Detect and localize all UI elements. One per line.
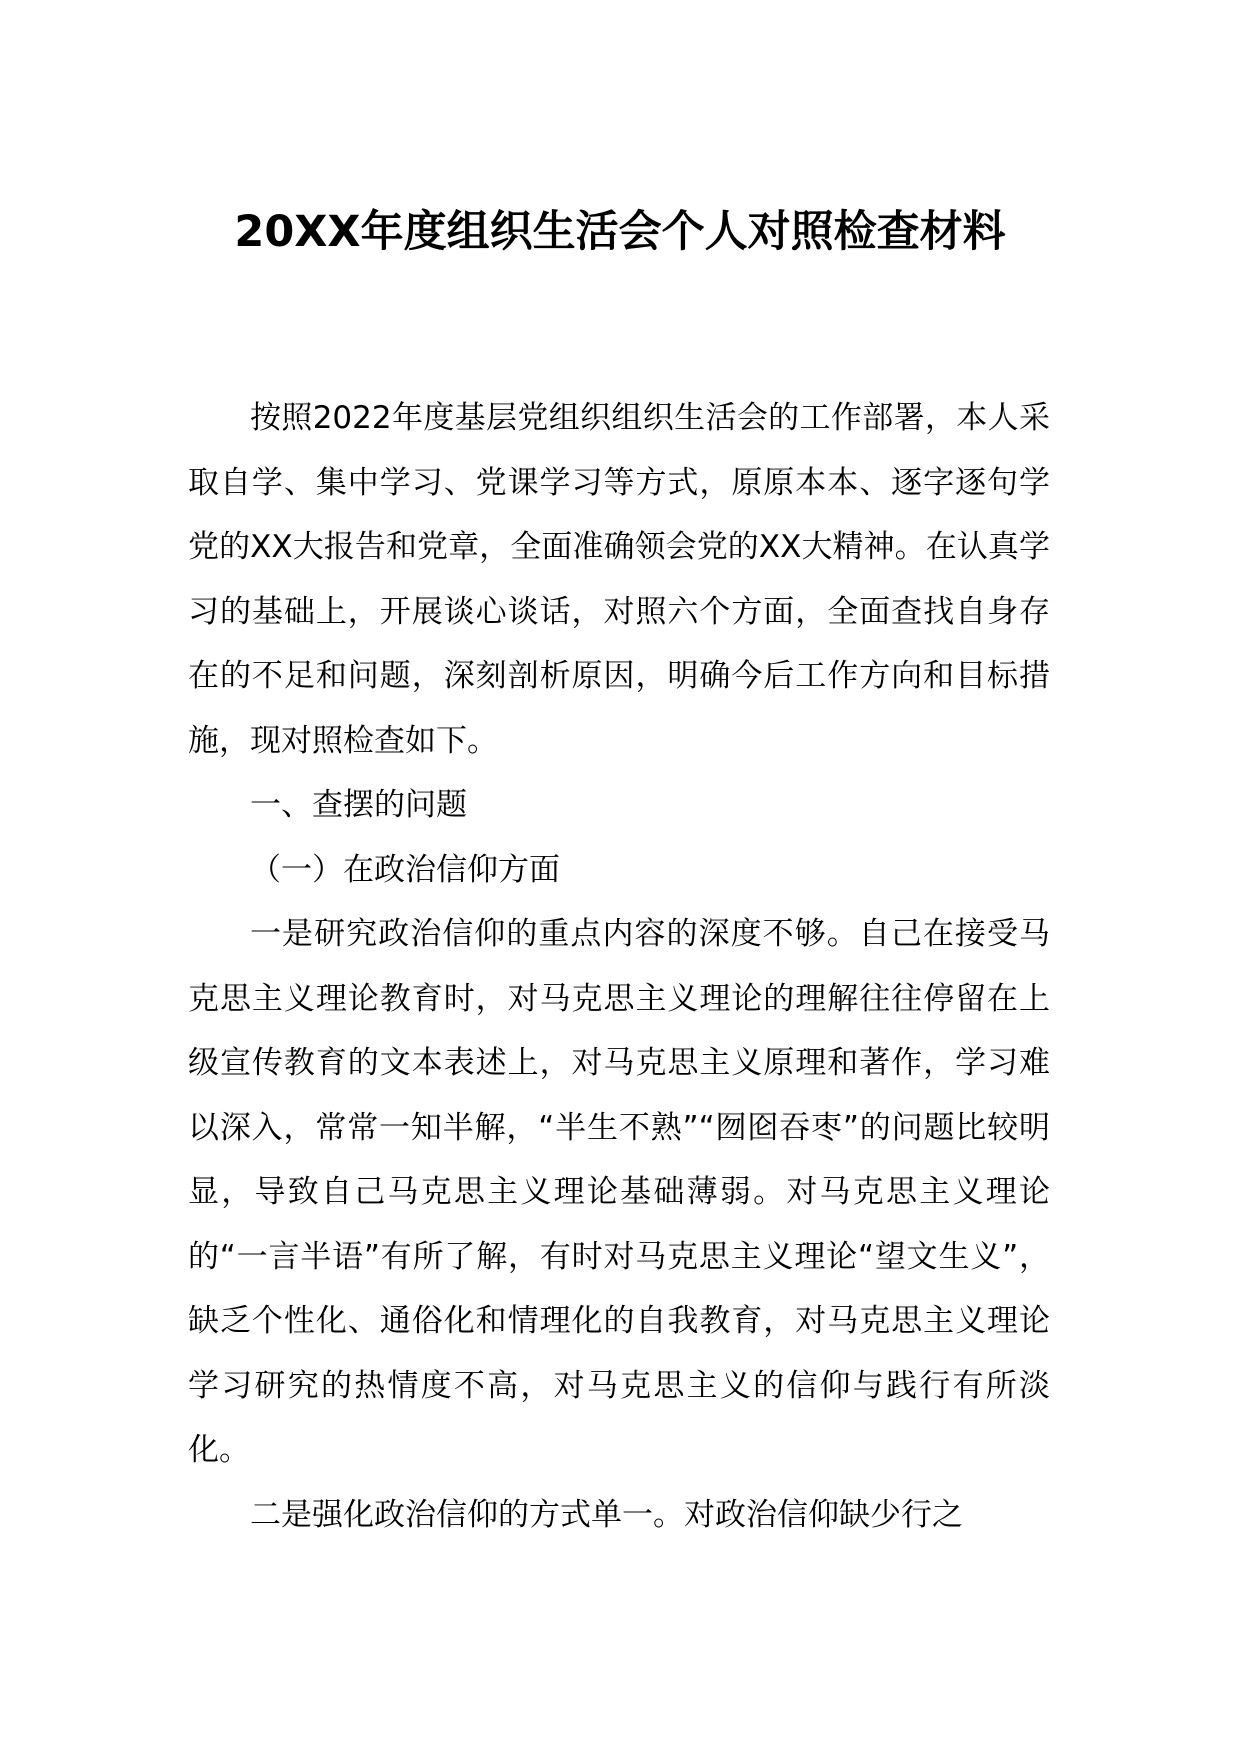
- problem-paragraph-1: 一是研究政治信仰的重点内容的深度不够。自己在接受马克思主义理论教育时，对马克思主义理论的理解往往停留在上级宣传教育的文本表述上，对马克思主义原理和著作，学习难以深入，常常一知半解，“半生不熟”“囫囵吞枣”的问题比较明显，导致自己马克思主义理论基础薄弱。对马克思主义理论的“一言半语”有所了解，有时对马克思主义理论“望文生义”，缺乏个性化、通俗化和情理化的自我教育，对马克思主义理论学习研究的热情度不高，对马克思主义的信仰与践行有所淡化。: [188, 916, 1050, 1468]
- subsection-heading: （一）在政治信仰方面: [250, 851, 560, 888]
- section-heading: 一、查摆的问题: [250, 787, 467, 823]
- document-body: [188, 386, 1050, 1547]
- problem-paragraph-2: 二是强化政治信仰的方式单一。对政治信仰缺少行之: [250, 1496, 963, 1533]
- intro-paragraph: 按照2022年度基层党组织组织生活会的工作部署，本人采取自学、集中学习、党课学习等方式，原原本本、逐字逐句学党的XX大报告和党章，全面准确领会党的XX大精神。在认真学习的基础上，开展谈心谈话，对照六个方面，全面查找自身存在的不足和问题，深刻剖析原因，明确今后工作方向和目标措施，现对照检查如下。: [188, 400, 1050, 759]
- document-title: 20XX年度组织生活会个人对照检查材料: [234, 207, 1006, 257]
